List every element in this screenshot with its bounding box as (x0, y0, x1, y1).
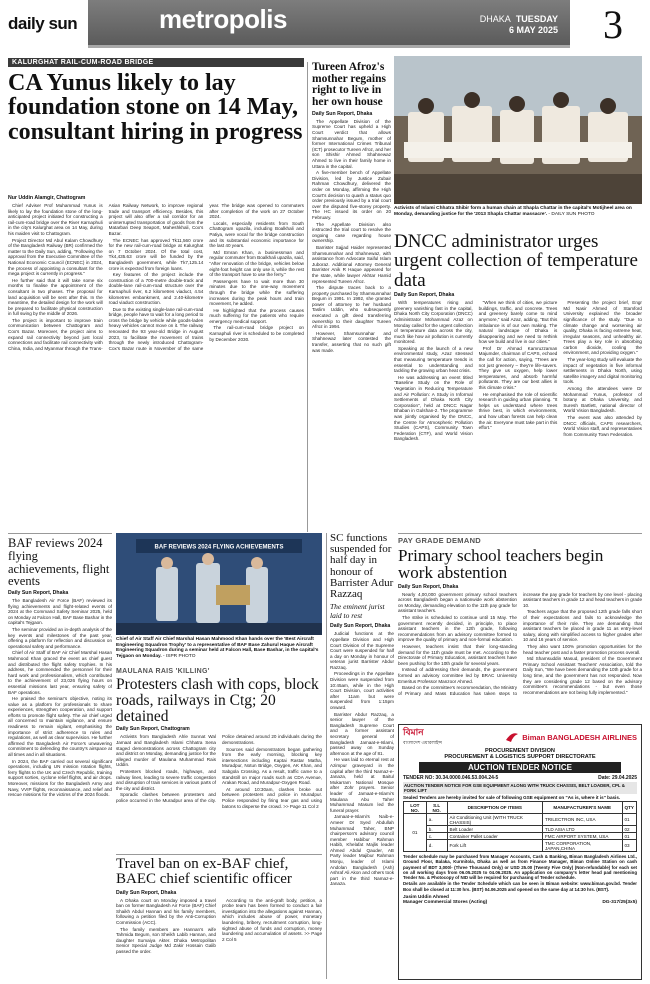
story-body (8, 598, 112, 964)
paragraph: Teachers argue that the proposed 12th grade falls short of their expectations and fails to acknowledge the importance of their role. They are demanding that assistant teachers be placed in grade 11 as entry-level salary, along with simplified access to higher grades after 10 and 16 years of service. (523, 609, 642, 643)
items-heading: AUCTION TENDER NOTICE FOR GSE EQUIPMENT ALONG WITH TRUCK CHASSIS, BELT LOADER, CPL & FORK LIFT (403, 782, 637, 794)
paragraph: The ECNEC has approved Tk11,560 crore for the new rail-cum-road bridge at Kalurghat on 7 October 2024. Of the total cost, Tk4,435.63 crore will be funded by the Bangladesh government, while Tk7,125.14 crore is expected from foreign loans. (108, 237, 204, 271)
weekday: TUESDAY (515, 14, 558, 24)
story-dncc (394, 232, 642, 530)
brand-name: Biman BANGLADESH AIRLINES (522, 732, 637, 742)
story-byline: Daily Sun Report, Dhaka (398, 583, 459, 590)
paragraph: Presenting the project brief, Engr Md Nasir Ahmed of Stamford University explained the broader significance of the study. "Due to climate change and worsening air quality, Dhaka is facing extreme heat, irregular seasons, and unhealthy air. Trees play a key role in absorbing carbon dioxide, cooling the environment, and providing oxygen." (563, 300, 642, 356)
signer-title: Manager Commercial Stores (Acting) (403, 900, 488, 906)
ad-dept2: PROCUREMENT & LOGISTICS SUPPORT DIRECTORATE (444, 754, 596, 760)
story-headline: Primary school teachers begin work abstention (398, 546, 604, 583)
paragraph: However, teachers insist that their long-standing demand for the 11th grade must be met. According to the Directorate of Primary Education, assistant teachers have been pushing for the 10th grade for several years. (398, 644, 517, 666)
col-description: DESCRIPTION OF ITEMS (447, 802, 542, 814)
paragraph: A five-member bench of Appellate Division, led by Justice Zubair Rahman Chowdhury, delivered the order on Monday, affirming the High Court's decision to quash a status quo order previously issued by a trial court over the disputed five-storey property. The HC issued its order on 20 February. (312, 170, 391, 220)
paragraph: Locals, especially residents from South Chattogram upazila, including Boalkhali and Patiya, were vocal for the bridge construction and its substantial economic importance for the last 40 years. (209, 220, 304, 249)
story-teachers (398, 533, 642, 721)
caption-text: Activists of Islami Chhatra Shibir form a human chain at Shapla Chattar in the capital's Motijheel area on Monday, demanding justice for the '2013 Shapla Chattar massacre'. (394, 206, 632, 217)
col-lot: LOT NO. (404, 802, 427, 814)
col-sl: S.L NO. (426, 802, 447, 814)
item-cell: Container Pallet Loader (447, 833, 542, 840)
story-body (116, 734, 322, 844)
caption-text: Chief of Air Staff Air Chief Marshal Hasan Mahmood Khan hands over the 'Best Aircraft Engineering Squadron Trophy' to a representative of BAF Base Zahurul Haque Aircraft Engineering Squadron during a seminar held at Falcon Hall, Base Bashar, in the capital's Tejgaon on Monday. (116, 637, 319, 659)
story-body (116, 898, 322, 976)
story-subhead: The eminent jurist laid to rest (330, 602, 385, 620)
story-tureen (307, 62, 391, 532)
paragraph: Chief of Air Staff of BAF Air Chief Marshal Hasan Mahmood Khan graced the event as chief guest and distributed the flight safety trophies. In his address, he commended the personnel for their hard work and professionalism, which contributed to the achievement of 23,026 flying hours on essential missions last year, ensuring safety of BAF operations. (8, 650, 112, 695)
ad-signature (403, 895, 637, 905)
lot-cell: 01 (404, 814, 427, 852)
paragraph: Among the attendees were Dr Mohammad Yunus, professor of botany at Dhaka University, and Suresh Bartlett, national director of World Vision Bangladesh. (563, 386, 642, 414)
story-headline: SC functions suspended for half day in honour of Barrister Adur Razzaq (330, 532, 394, 601)
photo-credit: - DAILY SUN PHOTO (548, 211, 595, 217)
ad-ref: DG-317/25(3x5) (602, 900, 637, 906)
biman-logo (505, 731, 637, 743)
story-travel-ban (116, 854, 322, 980)
tender-number: TENDER NO: 30.34.0000.046.53.004.24-5 (403, 775, 499, 781)
story-body (312, 119, 391, 505)
story-body (394, 300, 642, 540)
item-cell: Belt Loader (447, 826, 542, 833)
city: DHAKA (479, 14, 511, 24)
paragraph: Barrister Abdur Razzaq, a senior lawyer of the Bangladesh Supreme Court and a former assistant secretary general of Bangladesh Jamaat-e-Islami, passed away on Sunday afternoon at the age of 81. (330, 711, 394, 756)
paragraph: Activists from Bangladesh Ahle Sunnat Wal Jamaat and Bangladesh Islami Chhatra Sena staged demonstrations across Chattogram city and district on Monday, demanding justice for the alleged murder of Maulana Muhammad Rais Uddin. (116, 734, 216, 768)
paragraph: Based on the committee's recommendation, the Ministry of Primary and Mass Education has taken steps to increase the pay grade for teachers by one level - placing assistant teachers in grade 12 and head teachers in grade 10. (398, 591, 642, 696)
paragraph: He praised the seminar's objective, noting its value as a platform for professionals to share experiences, strengthen cooperation, and support efforts to promote flight safety. The air chief urged all concerned to maintain vigilance, and ensure readiness to remain vigilant, emphasising the importance of strict adherence to rules and regulations, as well as clear supervision. He further affirmed the Bangladesh Air Force's unwavering commitment to defending the country's airspace at all times and in all situations. (8, 696, 112, 758)
paragraph: However, Shamsunnahar and Shahnewaz later contested the transfer, asserting that no such gift was made. (312, 330, 391, 353)
crowd-illustration (394, 56, 642, 204)
news-photo (116, 533, 322, 635)
story-kicker: PAY GRADE DEMAND (398, 536, 482, 545)
tender-date: Date: 29.04.2025 (598, 775, 637, 781)
section-bar (88, 0, 570, 48)
photo-credit: - ISPR PHOTO (163, 653, 196, 659)
paragraph: Prof Dr Ahmad Kamruzzaman Majumder, chairman of CAPS, echoed the call for action, saying, "Trees are not just greenery – they're life-savers. They give us oxygen, help lower temperatures, and absorb harmful pollutants. They are our best allies in this climate crisis." (478, 345, 558, 391)
mfr-cell: TLD ASIA LTD (543, 826, 623, 833)
table-header (404, 802, 637, 814)
story-kalurghat (8, 58, 304, 528)
page-number: 3 (603, 2, 623, 47)
table-row (404, 814, 637, 826)
paragraph: He was addressing an event titled "Baseline Study on the Role of Vegetation in Reducing Temperature and Air Pollution: A Study in Informal Settlements of Dhaka North City Corporation", held at DNCC Nagar Bhaban in Gulshan-2. The programme was jointly organised by the DNCC, the Centre for Atmospheric Pollution Studies (CAPS), Community Town Federation (CTF), and World Vision Bangladesh. (394, 374, 473, 442)
paragraph: Key features of the project include the construction of a 700-metre double-track and double-lane rail-cum-road structure over the Karnaphuli river, 6.2 kilometres viaduct, 4.54 kilometres embankment, and 2.40-kilometre road viaduct construction. (108, 272, 204, 306)
ad-details: Details are available in the Tender Schedule which can be seen in Biman website: www.biman.gov.bd. Tender Box shall be closed at 11:30 hrs. (BST) 04.06.2025 and opened on the same day at 14:30 hrs. (BST). (403, 881, 637, 892)
paragraph: Chief Adviser Prof Muhammad Yunus is likely to lay the foundation stone of the long-anticipated project initiated for constructing a rail-cum-road bridge over the River Karnaphuli in the city's Kalurghat area on 14 May, during his maiden visit to Chattogram. (8, 203, 103, 236)
story-body (330, 631, 394, 951)
paragraph: They also want 100% promotion opportunities for the head teacher post and a faster promotion process overall. (523, 644, 642, 655)
biman-bird-icon (505, 731, 519, 743)
paragraph: He emphasised the role of scientific research in guiding urban planning. "It helps us understand where trees thrive best, in which environments, and how urban forests can help clean the air. Everyone must take part in this effort." (478, 391, 558, 431)
story-kicker: MAULANA RAIS 'KILLING' (116, 668, 210, 675)
paragraph: Nearly 4,00,000 government primary school teachers across Bangladesh began a nationwide work abstention on Monday, demanding elevation to the 11th pay grade for assistant teachers. (398, 591, 517, 614)
mfr-cell: FMC AIRPORT SYSTEM, USA (543, 833, 623, 840)
qty-cell: 01 (622, 833, 637, 840)
story-byline: Daily Sun Report, Dhaka (394, 292, 455, 299)
paragraph: The family members are Hannan's wife Tahmida Begum, son Sheikh Labib Hannan, and daughter Sumaiya Akter. Dhaka Metropolitan Senior Special Judge Md Zakir Hossain Galib passed the order. (116, 926, 216, 954)
story-byline: Daily Sun Report, Dhaka (312, 110, 373, 117)
biman-bengali-logo (403, 728, 442, 747)
paragraph: The event was also attended by DNCC officials, CAPS researchers, World Vision staff, and representatives from Community Town Federation. (563, 415, 642, 437)
tender-line (403, 775, 637, 781)
sl-cell: c. (426, 833, 447, 840)
story-headline: BAF reviews 2024 flying achievements, flight events (8, 536, 110, 589)
table-row (404, 833, 637, 840)
paragraph: Speaking at the launch of a new environmental study, Azaz stressed that measuring temperature trends is essential to understanding and tackling the growing urban heat crisis. (394, 345, 473, 374)
story-byline: Nur Uddin Alamgir, Chattogram (8, 195, 86, 201)
story-headline: DNCC administrator urges urgent collection of temperature data (394, 231, 638, 291)
qty-cell: 01 (622, 814, 637, 826)
story-headline: Protesters clash with cops, block roads, railways in Ctg; 20 detained (116, 676, 319, 725)
brand-sub: বাংলাদেশ এয়ারলাইন্স (403, 739, 442, 745)
story-protest (116, 668, 322, 850)
story-headline: Tureen Afroz's mother regains right to live in her own house (312, 61, 386, 109)
paragraph: The dispute traces back to a property purchased by Shamsunnahar Begum in 1991. In 1992, she granted power of attorney to her husband Taslim Uddin, who subsequently executed a gift deed transferring ownership to their daughter Tureen Afroz in 1994. (312, 285, 391, 330)
paragraph: He highlighted that the process causes much suffering for the patients who require emergency medical support. (209, 307, 304, 324)
section-title: metropolis (159, 4, 287, 34)
story-kicker: KALURGHAT RAIL-CUM-ROAD BRIDGE (8, 58, 304, 67)
paragraph: According to the anti-graft body, petition, a probe team has been formed to conduct a fair investigation into the allegations against Hannan, which includes abuse of power, monetary laundering, bribery, recruitment corruption, long-sighted abuse of funds and corruption, money laundering and accumulation of assets. >> Page 2 Col 5 (222, 897, 322, 942)
story-byline: Daily Sun Report, Dhaka (8, 590, 69, 596)
tender-table (403, 801, 637, 852)
paragraph: Md Shamsuddin Masud, president of the Government Primary School Assistant Teachers' Association, told the Daily Sun, "We have been demanding the 10th grade for a long time, and the government has not responded. Now they are considering grade 12 based on the advisory committee's recommendations - but even those recommendations are not being fully implemented." (523, 656, 642, 695)
paragraph: A Dhaka court on Monday imposed a travel ban on former Bangladesh Air Force (BAF) Chief Shaikh Abdul Hannan and his family members, following a petition filed by the Anti-Corruption Commission (ACC). (116, 897, 216, 925)
sl-cell: b. (426, 826, 447, 833)
item-cell: Fork Lift (447, 840, 542, 852)
paragraph: Sources said demonstrators began gathering from the early morning, blocking key intersections including Kaptai Rastar Matha, Muradpur, Notun Bridge, Oxygen, AK Khan, and Sabgola Crossing. As a result, traffic came to a standstill on major roads such as CDA Avenue, Arakan Road, and Muradpur-Oxygen Road. (222, 746, 322, 786)
paragraph: The year-long study will evaluate the impact of vegetation in five informal settlements in Dhaka North, using satellite imagery and digital monitoring tools. (563, 357, 642, 385)
paragraph: The Bangladesh Air Force (BAF) reviewed its flying achievements and flight-related events of 2024 at the Command Safety Seminar 2025, held on Monday at Falcon Hall, BAF Base Bashar in the capital's Tejgaon. (8, 598, 112, 626)
story-byline: Daily Sun Report, Dhaka (330, 623, 391, 630)
story-byline: Daily Sun Report, Chattogram (116, 726, 190, 733)
signer-name: Jasim Uddin Ahmed (403, 895, 449, 901)
paragraph: The seminar provided an in-depth analysis of the key events and milestones of the past year, offering a platform for reflection and discussion on operational safety and performance. (8, 626, 112, 649)
table-row (404, 840, 637, 852)
logo-text: daily sun (8, 14, 78, 33)
photo-human-chain (394, 56, 642, 226)
news-photo (394, 56, 642, 204)
story-byline: Daily Sun Report, Dhaka (116, 889, 177, 896)
paragraph: Barrister Sajjad Haider represented Shamsunnahar and Shahnewaz, with assistance from Advocate Saiful Islam Juboraz. Additional Attorney General Barrister Anik R Haque appeared for the state, while lawyer Akhtar Hamid represented Tureen Afroz. (312, 244, 391, 284)
paragraph: Proceedings in the Appellate Division were suspended from 10:45am, while in the High Court Division, court activities after 11am but were suspended from 1:15pm onward. (330, 671, 394, 711)
story-sc (326, 533, 394, 979)
paragraph: Instead of addressing their demands, the government formed an advisory committee led by BRAC University Emeritus Professor Manzoor Ahmed. (398, 667, 517, 684)
paragraph: He further said that it will take some six months to finalise the appointment of the consultant in two phases. The proposal for land acquisition will be sent after this. In the meantime, the detailed design for the work will be prepared to facilitate physical construction in full swing by the middle of 2026. (8, 277, 103, 317)
paragraph: Md Emran Khan, a businessman and regular commuter from Boalkhali upazila, said, "After renovation of the bridge, vehicles below eight-foot height can only use it, while the rest of the transport have to use the ferry." (209, 249, 304, 278)
col-qty: QTY (622, 802, 637, 814)
dateline (480, 14, 558, 36)
paragraph: The Appellate Division also instructed the trial court to resolve the ongoing case regarding house ownership. (312, 221, 391, 244)
qty-cell: 03 (622, 840, 637, 852)
photo-banner: BAF REVIEWS 2024 FLYING ACHIEVEMENTS (154, 544, 284, 551)
ad-biman-tender (398, 724, 642, 980)
ad-title: AUCTION TENDER NOTICE (419, 762, 621, 773)
ad-dept1: PROCUREMENT DIVISION (485, 748, 555, 754)
paragraph: With temperatures rising and greenery vanishing fast in the capital, Dhaka North City Corporation (DNCC) Administrator Mohammad Azaz on Monday called for the urgent collection of temperature data across the city, much like how air pollution is currently monitored. (394, 300, 473, 345)
sl-cell: d. (426, 840, 447, 852)
paragraph: Jamaat-e-Islami's Naib-e-Ameer Dr Syed Abdullah Muhammad Taher, BNP chairperson's advisory council member Habibur Rahman Habib, Khelafat Majlis leader Ahmed Abdul Qauder, AB Party leader Majibur Rahman Monju, leader of Islami Andolan Bangladesh (Ash) Ashraf Ali Akon and others took part in the third Namaz-e-Janaza. (330, 814, 394, 887)
item-cell: Air Conditioning Unit (WITH TRUCK CHASSIS) (447, 814, 542, 826)
paragraph: In 2024, the BAF carried out several significant operations, including UN mission rotation flights, ferry flights to the UK and Czech Republic, training support sorties, cyclone relief flights, and air drops. Moreover, missions for the Bangladesh Army and Navy, VVIP flights, reconnaissance, and relief and rescue missions for the victims of the 2024 floods. (8, 758, 112, 798)
paragraph: The strike is scheduled to continue until 15 May. The government recently decided, in principle, to place assistant teachers in the 12th grade, following recommendations from an advisory committee formed to improve the quality of primary and non-formal education. (398, 615, 517, 643)
story-headline: CA Yunus likely to lay foundation stone on 14 May, consultant hiring in progress (8, 70, 303, 145)
paragraph: The project is important to improve train communication between Chattogram and Cox's Bazar. Moreover, the project aims to expand rail connectivity beyond just local connections and facilitate rail connectivity with China, India, and Myanmar through the Trans-Asian Railway Network, to improve regional trade and transport efficiency. Besides, this project will also offer a rail corridor for an uninterrupted transportation of goods from the Matarbari Deep Seaport, Maheshkhali, Cox's Bazar. (8, 203, 204, 351)
qty-cell: 02 (622, 826, 637, 833)
story-headline: Travel ban on ex-BAF chief, BAEC chief scientific officer (116, 856, 292, 888)
paragraph: He was laid to eternal rest at Azimpur graveyard in the capital after the third Namaz-e-Janaza, held at Baitul Mukarram National Mosque after Zohr prayers. Senior leader of Jamaat-e-Islami's Maulana Abu Taher Muhammad Masum led the funeral prayer. (330, 757, 394, 813)
paragraph: Project Director Md Abul Kalam Chowdhury of the Bangladesh Railway (BR) confirmed the matter to the Daily Sun, adding, "Following the approval from the Executive Committee of the National Economic Council (ECNEC) in 2024, the process of appointing a consultant for the mega project is currently in progress." (8, 237, 103, 277)
photo-caption (394, 206, 642, 217)
paragraph: Sporadic clashes between protesters and police occurred in the Muradpur area of the city. Police detained around 20 individuals during the demonstrations. (116, 734, 322, 803)
story-baf (8, 533, 112, 979)
paragraph: Passengers have to wait more than 30 minutes due to the one-way movement through the bridge while the suffering increases during the peak hours and train movement, he added. (209, 278, 304, 307)
paragraph: Judicial functions at the Appellate Division and High Court Division of the Supreme Court were suspended for half a day on Monday in honour of veteran jurist Barrister Abdur Razzaq. (330, 631, 394, 670)
sl-cell: a. (426, 814, 447, 826)
paragraph: Due to the existing single-lane rail-cum-road bridge, people have to wait for a long period to cross the bridge by vehicle while goods-laden heavy vehicles cannot move on it. The railway renovated the 93 year-old Bridge in August 2023, to facilitate the movement of trains through the newly introduced Chattogram-Cox's Bazar route in November of the same year. The bridge was opened to commuters after completion of the work on 27 October 2024. (108, 203, 304, 351)
paragraph: Protesters blocked roads, highways, and railway lines, leading to severe traffic congestion and disruption of train services in various parts of the city and district. (116, 768, 216, 791)
ceremony-illustration (116, 533, 322, 635)
masthead (0, 0, 650, 58)
logo (8, 14, 80, 48)
date: 6 MAY 2025 (508, 25, 558, 35)
paragraph: At around 10:30am, clashes broke out between protesters and police in Muradpur. Police responded by firing tear gas and using batons to disperse the crowd. >> Page 11 Col 2 (222, 786, 322, 809)
ad-header (403, 728, 637, 746)
story-body (8, 203, 304, 525)
sealed-line: Sealed Tenders are hereby invited for sale of following GSE equipment on "As is, where it is" basis. (403, 795, 621, 800)
photo-caption (116, 637, 322, 659)
story-body (398, 592, 642, 712)
table-row (404, 826, 637, 833)
col-manufacturer: MANUFACTURER'S NAME (543, 802, 623, 814)
mfr-cell: TMC CORPORATION, JAPAN,CHINA (543, 840, 623, 852)
photo-baf (116, 533, 322, 663)
mfr-cell: TRILECTRON INC, USA (543, 814, 623, 826)
brand-bn: বিমান (403, 726, 424, 737)
paragraph: "When we think of cities, we picture buildings, traffic, and concrete. Trees and greenery barely come to mind anymore," said Azaz, adding, "But this imbalance is of our own making. The natural landscape of Dhaka is disappearing and we need to rethink how we build and live in our cities." (478, 300, 558, 345)
paragraph: The Appellate Division of the Supreme Court has upheld a High Court verdict that allows Shamsunnahar Begum, mother of former International Crimes Tribunal (ICT) prosecutor Tureen Afroz, and her son Shishir Ahmed Shahnewaz Ahmed to live in their family home in Uttara in the capital. (312, 118, 391, 169)
paragraph: The rail-cum-road bridge project on Karnaphuli river is scheduled to be completed by December 2030. (209, 325, 304, 342)
ad-terms: Tender schedule may be purchased from Manager Accounts, Cash & Banking, Biman Bangladesh Airlines Ltd., Ground Floor, Balaka, Kurmitola, Dhaka as well as from Finance Manager, Biman Online Station on cash payment of BDT 3,000/- (Three Thousand Only) or USD 25.00 (Twenty Five Only) (Non-refundable) for each set on all working days from 06.05.2025 to 04.06.2025. An application on company's letter head pad mentioning Tender No. & Photocopy of NID will be required for purchasing of Tender schedule. (403, 854, 637, 881)
